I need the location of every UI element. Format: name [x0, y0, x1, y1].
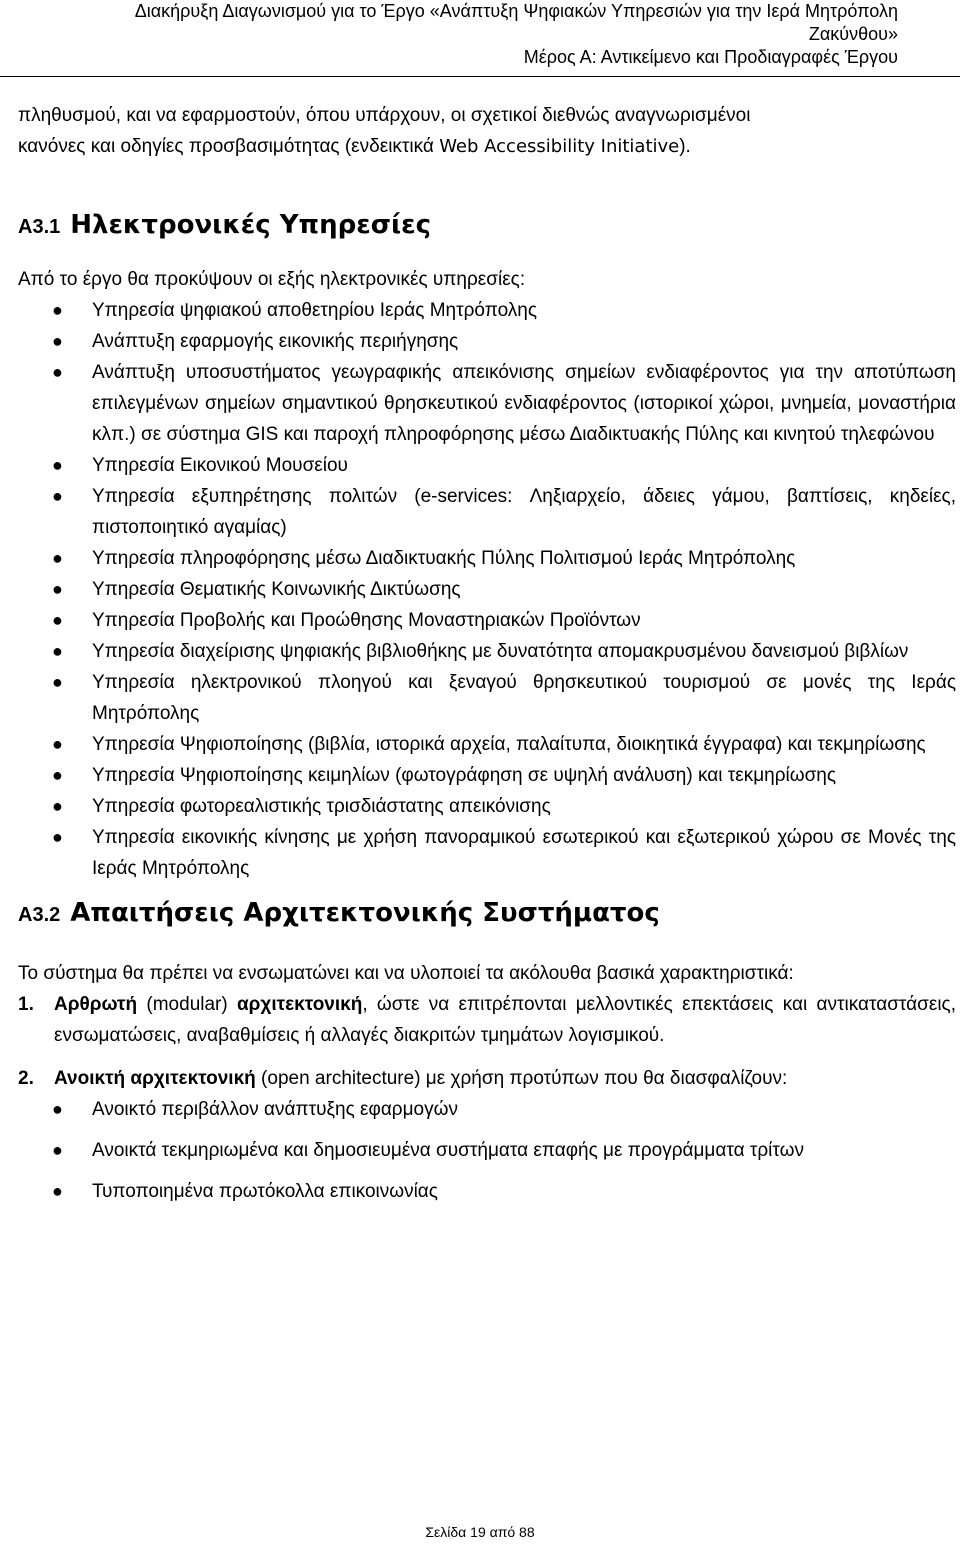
section-number: Α3.1	[18, 216, 61, 238]
bullet-icon: ●	[52, 1181, 63, 1201]
intro-text: κανόνες και οδηγίες προσβασιμότητας (ενδεικτικά	[18, 136, 440, 157]
bullet-icon: ●	[52, 734, 63, 754]
service-item	[18, 450, 956, 481]
list-item-text: Ανάπτυξη υποσυστήματος γεωγραφικής απεικόνισης σημείων ενδιαφέροντος για την αποτύπωση επιλεγμένων σημείων σημαντικού θρησκευτικού ενδιαφέροντος (ιστορικοί χώροι, μνημεία, μοναστήρια κλπ.) σε σύστημα GIS και παροχή πληροφόρησης μέσω Διαδικτυακής Πύλης και κινητού τηλεφώνου	[92, 362, 956, 445]
bullet-icon: ●	[52, 455, 63, 475]
service-item	[18, 636, 956, 667]
intro-line-1: πληθυσμού, και να εφαρμοστούν, όπου υπάρχουν, οι σχετικοί διεθνώς αναγνωρισμένοι	[18, 105, 751, 126]
bullet-icon: ●	[52, 1099, 63, 1119]
intro-line-2	[18, 131, 956, 162]
bullet-icon: ●	[52, 641, 63, 661]
service-item	[18, 729, 956, 760]
service-item	[18, 822, 956, 884]
list-item-text: Ανοικτά τεκμηριωμένα και δημοσιευμένα συστήματα επαφής με προγράμματα τρίτων	[92, 1140, 804, 1161]
list-item-text: Υπηρεσία πληροφόρησης μέσω Διαδικτυακής Πύλης Πολιτισμού Ιεράς Μητρόπολης	[92, 548, 796, 569]
services-list	[18, 295, 956, 884]
open-architecture-list	[18, 1094, 956, 1207]
item-text: (modular)	[137, 994, 237, 1015]
service-item	[18, 791, 956, 822]
list-item-text: Υπηρεσία ψηφιακού αποθετηρίου Ιεράς Μητρόπολης	[92, 300, 537, 321]
section-heading-a3-2	[18, 898, 956, 938]
page-number: Σελίδα 19 από 88	[425, 1524, 535, 1540]
section-number: Α3.2	[18, 904, 61, 926]
bullet-icon: ●	[52, 610, 63, 630]
service-item	[18, 326, 956, 357]
requirement-item	[18, 1063, 956, 1094]
service-item	[18, 295, 956, 326]
bold-term: Ανοικτή αρχιτεκτονική	[54, 1068, 256, 1089]
header-line-1: Διακήρυξη Διαγωνισμού για το Έργο «Ανάπτυξη Ψηφιακών Υπηρεσιών για την Ιερά Μητρόπολη	[134, 1, 898, 21]
section-title: Απαιτήσεις Αρχιτεκτονικής Συστήματος	[70, 898, 660, 928]
service-item	[18, 481, 956, 543]
item-text: (open architecture) με χρήση προτύπων που θα διασφαλίζουν:	[255, 1068, 788, 1089]
open-architecture-item	[18, 1135, 956, 1166]
intro-text-end: ).	[679, 136, 691, 157]
section-lead: Το σύστημα θα πρέπει να ενσωματώνει και να υλοποιεί τα ακόλουθα βασικά χαρακτηριστικά:	[18, 963, 794, 984]
list-item-text: Υπηρεσία διαχείρισης ψηφιακής βιβλιοθήκης με δυνατότητα απομακρυσμένου δανεισμού βιβλίων	[92, 641, 909, 662]
bullet-icon: ●	[52, 765, 63, 785]
bullet-icon: ●	[52, 579, 63, 599]
intro-paragraph	[18, 100, 956, 162]
service-item	[18, 357, 956, 450]
bullet-icon: ●	[52, 486, 63, 506]
intro-wai: Web Accessibility Initiative	[439, 136, 680, 157]
list-item-text: Ανάπτυξη εφαρμογής εικονικής περιήγησης	[92, 331, 459, 352]
list-item-text: Υπηρεσία φωτορεαλιστικής τρισδιάστατης απεικόνισης	[92, 796, 551, 817]
header-line-3: Μέρος Α: Αντικείμενο και Προδιαγραφές Έργου	[523, 47, 898, 67]
service-item	[18, 543, 956, 574]
requirements-list	[18, 989, 956, 1094]
bullet-icon: ●	[52, 796, 63, 816]
item-text: , ώστε να επιτρέπονται μελλοντικές επεκτάσεις και αντικαταστάσεις, ενσωματώσεις, αναβαθμίσεις ή αλλαγές διακριτών τμημάτων λογισμικού.	[54, 994, 956, 1046]
bullet-icon: ●	[52, 548, 63, 568]
bullet-icon: ●	[52, 300, 63, 320]
list-item-text: Υπηρεσία Εικονικού Μουσείου	[92, 455, 348, 476]
item-number: 1.	[18, 994, 34, 1015]
page-header	[38, 0, 898, 69]
header-divider	[0, 76, 960, 77]
bullet-icon: ●	[52, 827, 63, 847]
list-item-text: Ανοικτό περιβάλλον ανάπτυξης εφαρμογών	[92, 1099, 458, 1120]
requirement-item	[18, 989, 956, 1051]
open-architecture-item	[18, 1094, 956, 1125]
list-item-text: Υπηρεσία ηλεκτρονικού πλοηγού και ξεναγού θρησκευτικού τουρισμού σε μονές της Ιεράς Μητρόπολης	[92, 672, 956, 724]
service-item	[18, 667, 956, 729]
section-title: Ηλεκτρονικές Υπηρεσίες	[70, 210, 431, 240]
bullet-icon: ●	[52, 1140, 63, 1160]
list-item-text: Υπηρεσία Προβολής και Προώθησης Μοναστηριακών Προϊόντων	[92, 610, 641, 631]
list-item-text: Υπηρεσία εξυπηρέτησης πολιτών (e-services: Ληξιαρχείο, άδειες γάμου, βαπτίσεις, κηδείες, πιστοποιητικό αγαμίας)	[92, 486, 956, 538]
list-item-text: Υπηρεσία Ψηφιοποίησης (βιβλία, ιστορικά αρχεία, παλαίτυπα, διοικητικά έγγραφα) και τεκμηρίωσης	[92, 734, 926, 755]
section-lead: Από το έργο θα προκύψουν οι εξής ηλεκτρονικές υπηρεσίες:	[18, 269, 526, 290]
page-content	[18, 100, 956, 1217]
list-item-text: Υπηρεσία Ψηφιοποίησης κειμηλίων (φωτογράφηση σε υψηλή ανάλυση) και τεκμηρίωσης	[92, 765, 837, 786]
section-heading-a3-1	[18, 210, 956, 250]
bullet-icon: ●	[52, 331, 63, 351]
service-item	[18, 574, 956, 605]
bullet-icon: ●	[52, 672, 63, 692]
bold-term: Αρθρωτή	[54, 994, 138, 1015]
list-item-text: Τυποποιημένα πρωτόκολλα επικοινωνίας	[92, 1181, 438, 1202]
list-item-text: Υπηρεσία Θεματικής Κοινωνικής Δικτύωσης	[92, 579, 461, 600]
open-architecture-item	[18, 1176, 956, 1207]
bold-term: αρχιτεκτονική	[237, 994, 363, 1015]
item-number: 2.	[18, 1068, 34, 1089]
service-item	[18, 605, 956, 636]
service-item	[18, 760, 956, 791]
bullet-icon: ●	[52, 362, 63, 382]
header-line-2: Ζακύνθου»	[808, 24, 898, 44]
list-item-text: Υπηρεσία εικονικής κίνησης με χρήση πανοραμικού εσωτερικού και εξωτερικού χώρου σε Μονές της Ιεράς Μητρόπολης	[92, 827, 956, 879]
